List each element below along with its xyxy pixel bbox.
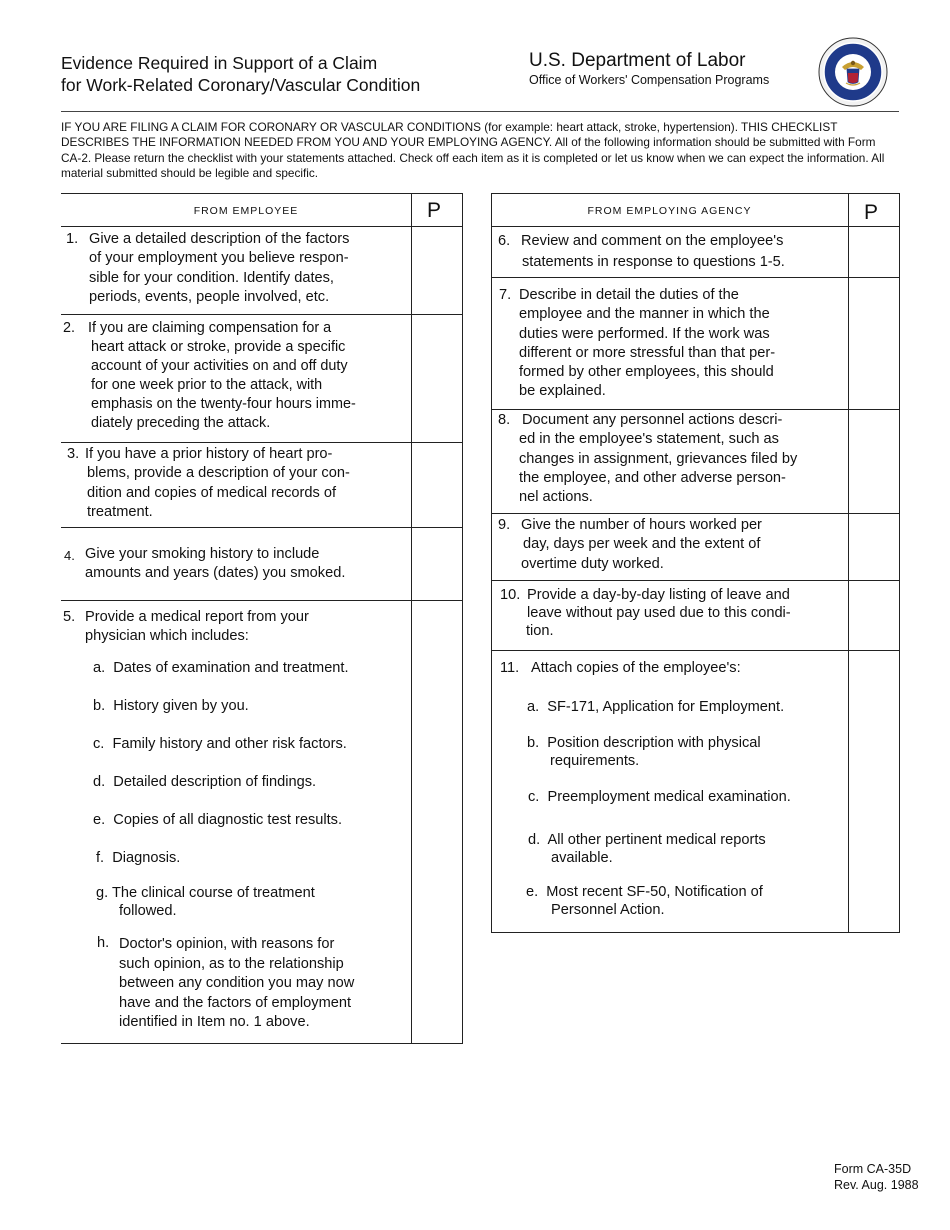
item-11-sub-d: d. All other pertinent medical reports available. [528,832,766,866]
employee-item-1: 1. Give a detailed description of the factors of your employment you believe respon- sible for your condition. Identify dates, periods, events, people involved, etc. [66,231,350,305]
form-identifier [834,1161,919,1193]
employee-check-column-header: P [427,199,442,222]
item-5-sub-b: b. History given by you. [93,698,249,714]
employee-item-3: 3. If you have a prior history of heart pro- blems, provide a description of your con- dition and copies of medical records of treatment. [67,446,350,520]
item-5-sub-c: c. Family history and other risk factors. [93,736,347,752]
agency-item-9: 9. Give the number of hours worked per day, days per week and the extent of overtime duty worked. [498,517,762,572]
item-5-sub-a: a. Dates of examination and treatment. [93,660,349,676]
item-5-sub-e: e. Copies of all diagnostic test results. [93,812,343,828]
item-5-sub-g: g. The clinical course of treatment followed. [96,885,315,919]
form-title-line-2: for Work-Related Coronary/Vascular Condition [61,75,421,95]
agency-item-7: 7. Describe in detail the duties of the employee and the manner in which the duties were performed. If the work was different or more stressful than that per- formed by other employees, this should be explained. [499,287,776,400]
form-number: Form CA-35D [834,1162,912,1176]
form-title-line-1: Evidence Required in Support of a Claim [61,53,378,73]
header-divider [61,111,899,112]
employee-item-2: 2. If you are claiming compensation for a heart attack or stroke, provide a specific account of your activities on and off duty for one week prior to the attack, with emphasis on the twenty-four hours imme- diately preceding the attack. [63,320,356,431]
item-5-sub-d: d. Detailed description of findings. [93,774,317,790]
form-title [61,52,420,96]
agency-item-6: 6. Review and comment on the employee's statements in response to questions 1-5. [498,233,785,270]
item-11-sub-a: a. SF-171, Application for Employment. [527,699,785,715]
check-box-item-6[interactable] [848,226,899,277]
check-box-item-10[interactable] [848,580,899,650]
agency-column-header: FROM EMPLOYING AGENCY [587,205,752,217]
agency-check-column-header: P [864,201,879,224]
item-5-sub-f: f. Diagnosis. [96,850,181,866]
check-box-item-3[interactable] [411,442,462,527]
check-box-item-2[interactable] [411,314,462,442]
check-box-item-11[interactable] [848,650,899,932]
check-box-item-5[interactable] [411,600,462,1043]
item-11-sub-e: e. Most recent SF-50, Notification of Personnel Action. [526,884,763,918]
instructions-paragraph: IF YOU ARE FILING A CLAIM FOR CORONARY OR VASCULAR CONDITIONS (for example: heart attack, stroke, hypertension). THIS CHECKLIST DESCRIBES THE INFORMATION NEEDED FROM YOU AND YOUR EMPLOYING AGENCY. All of the following information should be submitted with Form CA-2. Please return the checklist with your statements attached. Check off each item as it is completed or let us know when we can expect the information. All material submitted should be legible and specific. [61,120,885,180]
check-box-item-9[interactable] [848,513,899,580]
check-box-item-4[interactable] [411,527,462,600]
check-box-item-1[interactable] [411,226,462,314]
office-name: Office of Workers' Compensation Programs [529,73,770,87]
agency-item-10: 10. Provide a day-by-day listing of leave and leave without pay used due to this condi- tion. [500,587,791,639]
check-box-item-7[interactable] [848,277,899,409]
agency-item-11: 11. Attach copies of the employee's: [500,660,741,676]
item-5-sub-h: h. Doctor's opinion, with reasons for such opinion, as to the relationship between any condition you may now have and the factors of employment identified in Item no. 1 above. [97,935,355,1030]
employee-item-4: 4. Give your smoking history to include amounts and years (dates) you smoked. [64,546,346,582]
department-seal-icon [816,37,890,107]
item-11-sub-b: b. Position description with physical requirements. [527,735,761,769]
item-11-sub-c: c. Preemployment medical examination. [528,789,791,805]
agency-item-8: 8. Document any personnel actions descri- ed in the employee's statement, such as changes in assignment, grievances filed by the employee, and other adverse person- nel actions. [498,412,798,506]
employee-column-header: FROM EMPLOYEE [193,205,299,217]
employee-item-5: 5. Provide a medical report from your physician which includes: [63,609,309,645]
check-box-item-8[interactable] [848,409,899,513]
form-revision: Rev. Aug. 1988 [834,1178,919,1192]
department-name: U.S. Department of Labor [529,50,746,71]
